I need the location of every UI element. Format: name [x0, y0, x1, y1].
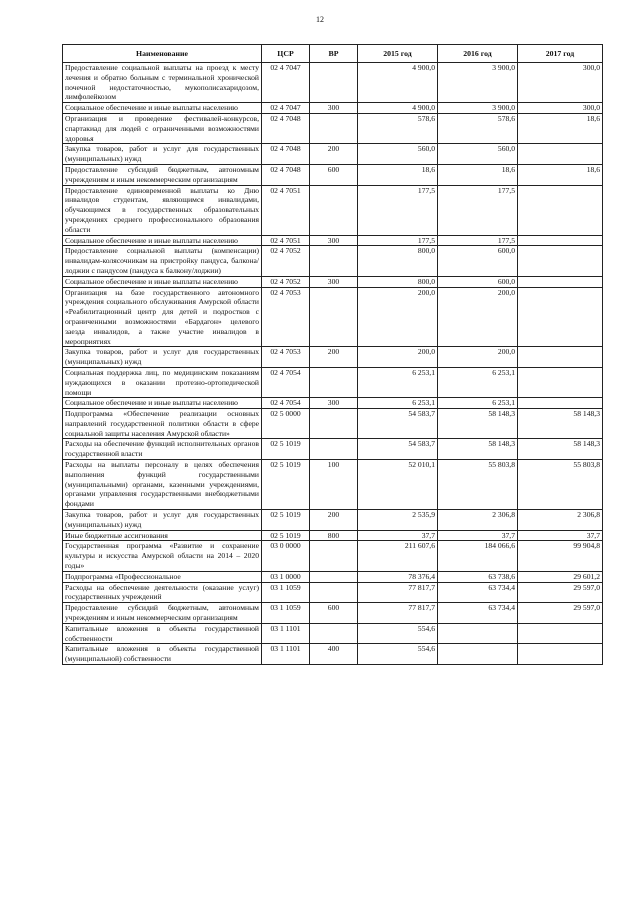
row-value-2016: 6 253,1	[438, 367, 518, 397]
row-vr	[310, 63, 358, 103]
row-value-2017: 55 803,8	[518, 460, 603, 510]
row-csr: 02 4 7048	[262, 144, 310, 165]
table-header-row	[63, 45, 603, 63]
row-value-2015: 54 583,7	[358, 439, 438, 460]
row-value-2017	[518, 246, 603, 276]
row-name: Социальное обеспечение и иные выплаты населению	[63, 398, 262, 409]
row-csr: 02 4 7051	[262, 185, 310, 235]
row-vr: 800	[310, 530, 358, 541]
row-vr	[310, 541, 358, 571]
row-value-2017: 37,7	[518, 530, 603, 541]
row-value-2015: 6 253,1	[358, 398, 438, 409]
table-row	[63, 235, 603, 246]
row-value-2016: 18,6	[438, 164, 518, 185]
header-2017: 2017 год	[518, 45, 603, 63]
row-value-2017: 58 148,3	[518, 439, 603, 460]
table-row	[63, 398, 603, 409]
row-value-2017	[518, 185, 603, 235]
row-value-2016: 200,0	[438, 347, 518, 368]
table-row	[63, 460, 603, 510]
row-name: Социальное обеспечение и иные выплаты населению	[63, 103, 262, 114]
row-csr: 02 4 7048	[262, 113, 310, 143]
table-row	[63, 185, 603, 235]
row-csr: 02 5 1019	[262, 510, 310, 531]
row-value-2016: 37,7	[438, 530, 518, 541]
row-value-2015: 554,6	[358, 623, 438, 644]
row-csr: 03 1 1101	[262, 644, 310, 665]
table-row	[63, 367, 603, 397]
row-name: Расходы на выплаты персоналу в целях обеспечения выполнения функций государственными (муниципальными) органами, казенными учреждениями, органами управления государственными внебюджетными фондами	[63, 460, 262, 510]
table-row	[63, 276, 603, 287]
header-2016: 2016 год	[438, 45, 518, 63]
table-row	[63, 287, 603, 347]
row-value-2016	[438, 644, 518, 665]
budget-table	[62, 44, 603, 665]
row-value-2015: 177,5	[358, 185, 438, 235]
row-name: Капитальные вложения в объекты государственной собственности	[63, 623, 262, 644]
row-name: Организация на базе государственного автономного учреждения социального обслуживания Амурской области «Реабилитационный центр для детей и подростков с ограниченными возможностями «Бардагон» целевого заезда инвалидов, а также участие инвалидов в мероприятиях	[63, 287, 262, 347]
row-value-2016: 200,0	[438, 287, 518, 347]
row-value-2015: 578,6	[358, 113, 438, 143]
row-vr	[310, 582, 358, 603]
row-csr: 03 1 1059	[262, 603, 310, 624]
row-vr: 600	[310, 164, 358, 185]
row-csr: 02 5 1019	[262, 530, 310, 541]
row-name: Подпрограмма «Профессиональное	[63, 571, 262, 582]
table-row	[63, 144, 603, 165]
row-csr: 02 4 7054	[262, 367, 310, 397]
row-csr: 03 1 1059	[262, 582, 310, 603]
row-value-2015: 800,0	[358, 246, 438, 276]
row-vr: 200	[310, 144, 358, 165]
row-name: Предоставление социальной выплаты (компенсации) инвалидам-колясочникам на пристройку пандуса, балкона/лоджии с пандусом (пандуса к балкону/лоджии)	[63, 246, 262, 276]
row-value-2016: 3 900,0	[438, 103, 518, 114]
row-value-2017: 29 597,0	[518, 603, 603, 624]
row-value-2016: 63 738,6	[438, 571, 518, 582]
table-row	[63, 571, 603, 582]
row-vr: 300	[310, 398, 358, 409]
row-value-2017	[518, 398, 603, 409]
row-vr	[310, 287, 358, 347]
row-vr: 200	[310, 347, 358, 368]
row-value-2017: 58 148,3	[518, 409, 603, 439]
row-name: Расходы на обеспечение деятельности (оказание услуг) государственных учреждений	[63, 582, 262, 603]
table-row	[63, 623, 603, 644]
table-row	[63, 409, 603, 439]
row-vr	[310, 185, 358, 235]
row-name: Подпрограмма «Обеспечение реализации основных направлений государственной политики области в сфере социальной защиты населения Амурской области»	[63, 409, 262, 439]
row-vr: 100	[310, 460, 358, 510]
row-value-2015: 77 817,7	[358, 603, 438, 624]
table-row	[63, 530, 603, 541]
row-csr: 02 4 7052	[262, 276, 310, 287]
table-row	[63, 113, 603, 143]
table-row	[63, 510, 603, 531]
row-value-2017	[518, 347, 603, 368]
table-row	[63, 644, 603, 665]
table-row	[63, 541, 603, 571]
row-value-2015: 200,0	[358, 287, 438, 347]
row-name: Организация и проведение фестивалей-конкурсов, спартакиад для людей с ограниченными возможностями здоровья	[63, 113, 262, 143]
row-vr	[310, 571, 358, 582]
row-name: Закупка товаров, работ и услуг для государственных (муниципальных) нужд	[63, 510, 262, 531]
row-csr: 03 1 0000	[262, 571, 310, 582]
row-value-2015: 200,0	[358, 347, 438, 368]
row-vr: 200	[310, 510, 358, 531]
row-csr: 02 5 0000	[262, 409, 310, 439]
row-value-2015: 78 376,4	[358, 571, 438, 582]
row-value-2017	[518, 235, 603, 246]
table-row	[63, 582, 603, 603]
row-value-2016: 560,0	[438, 144, 518, 165]
row-value-2016: 63 734,4	[438, 603, 518, 624]
row-value-2017	[518, 623, 603, 644]
row-value-2015: 560,0	[358, 144, 438, 165]
row-csr: 02 4 7054	[262, 398, 310, 409]
row-value-2016: 6 253,1	[438, 398, 518, 409]
row-csr: 02 5 1019	[262, 460, 310, 510]
row-name: Предоставление субсидий бюджетным, автономным учреждениям и иным некоммерческим организациям	[63, 603, 262, 624]
row-value-2016: 177,5	[438, 235, 518, 246]
row-value-2016: 578,6	[438, 113, 518, 143]
row-csr: 02 5 1019	[262, 439, 310, 460]
row-vr: 400	[310, 644, 358, 665]
row-name: Закупка товаров, работ и услуг для государственных (муниципальных) нужд	[63, 144, 262, 165]
row-csr: 02 4 7052	[262, 246, 310, 276]
row-csr: 02 4 7053	[262, 287, 310, 347]
header-vr: ВР	[310, 45, 358, 63]
row-name: Иные бюджетные ассигнования	[63, 530, 262, 541]
table-row	[63, 63, 603, 103]
header-csr: ЦСР	[262, 45, 310, 63]
row-value-2017: 29 601,2	[518, 571, 603, 582]
row-vr: 600	[310, 603, 358, 624]
row-name: Социальная поддержка лиц, по медицинским показаниям нуждающихся в оказании протезно-ортопедической помощи	[63, 367, 262, 397]
table-row	[63, 246, 603, 276]
table-row	[63, 164, 603, 185]
row-value-2016: 58 148,3	[438, 439, 518, 460]
row-value-2017: 300,0	[518, 63, 603, 103]
row-value-2016: 177,5	[438, 185, 518, 235]
row-csr: 03 1 1101	[262, 623, 310, 644]
row-value-2016	[438, 623, 518, 644]
row-vr	[310, 623, 358, 644]
table-row	[63, 347, 603, 368]
row-value-2016: 58 148,3	[438, 409, 518, 439]
row-value-2016: 184 066,6	[438, 541, 518, 571]
row-value-2017: 18,6	[518, 113, 603, 143]
header-2015: 2015 год	[358, 45, 438, 63]
row-value-2017: 99 904,8	[518, 541, 603, 571]
row-value-2015: 37,7	[358, 530, 438, 541]
row-vr	[310, 113, 358, 143]
row-name: Социальное обеспечение и иные выплаты населению	[63, 276, 262, 287]
row-name: Расходы на обеспечение функций исполнительных органов государственной власти	[63, 439, 262, 460]
row-value-2016: 55 803,8	[438, 460, 518, 510]
row-value-2017	[518, 276, 603, 287]
row-value-2016: 63 734,4	[438, 582, 518, 603]
row-csr: 03 0 0000	[262, 541, 310, 571]
row-vr: 300	[310, 235, 358, 246]
row-value-2017	[518, 367, 603, 397]
header-name: Наименование	[63, 45, 262, 63]
row-value-2016: 3 900,0	[438, 63, 518, 103]
row-value-2015: 54 583,7	[358, 409, 438, 439]
row-name: Предоставление единовременной выплаты ко Дню инвалидов студентам, являющимся инвалидами, обучающимся в государственных образовательных учреждениях среднего профессионального образования области	[63, 185, 262, 235]
row-csr: 02 4 7047	[262, 63, 310, 103]
row-value-2017: 2 306,8	[518, 510, 603, 531]
row-name: Предоставление социальной выплаты на проезд к месту лечения и обратно больным с терминальной хронической почечной недостаточностью, мукополисахаридозом, лимфолейкозом	[63, 63, 262, 103]
row-value-2015: 18,6	[358, 164, 438, 185]
row-name: Капитальные вложения в объекты государственной (муниципальной) собственности	[63, 644, 262, 665]
page-number: 12	[316, 15, 324, 24]
row-name: Социальное обеспечение и иные выплаты населению	[63, 235, 262, 246]
row-value-2015: 77 817,7	[358, 582, 438, 603]
row-value-2015: 4 900,0	[358, 63, 438, 103]
row-csr: 02 4 7051	[262, 235, 310, 246]
row-value-2017: 29 597,0	[518, 582, 603, 603]
row-vr	[310, 246, 358, 276]
row-value-2016: 600,0	[438, 246, 518, 276]
row-value-2015: 4 900,0	[358, 103, 438, 114]
row-name: Государственная программа «Развитие и сохранение культуры и искусства Амурской области на 2014 – 2020 годы»	[63, 541, 262, 571]
row-value-2015: 6 253,1	[358, 367, 438, 397]
table-body	[63, 63, 603, 665]
table-row	[63, 103, 603, 114]
row-name: Закупка товаров, работ и услуг для государственных (муниципальных) нужд	[63, 347, 262, 368]
row-csr: 02 4 7053	[262, 347, 310, 368]
row-value-2015: 554,6	[358, 644, 438, 665]
row-vr: 300	[310, 103, 358, 114]
row-value-2015: 177,5	[358, 235, 438, 246]
row-value-2015: 800,0	[358, 276, 438, 287]
row-value-2016: 600,0	[438, 276, 518, 287]
row-csr: 02 4 7047	[262, 103, 310, 114]
row-value-2017: 18,6	[518, 164, 603, 185]
row-value-2017	[518, 287, 603, 347]
row-value-2016: 2 306,8	[438, 510, 518, 531]
row-value-2015: 52 010,1	[358, 460, 438, 510]
row-value-2015: 211 607,6	[358, 541, 438, 571]
row-vr	[310, 367, 358, 397]
row-vr	[310, 409, 358, 439]
row-value-2017	[518, 644, 603, 665]
row-value-2015: 2 535,9	[358, 510, 438, 531]
row-csr: 02 4 7048	[262, 164, 310, 185]
row-value-2017	[518, 144, 603, 165]
row-vr: 300	[310, 276, 358, 287]
table-row	[63, 603, 603, 624]
row-vr	[310, 439, 358, 460]
table-row	[63, 439, 603, 460]
row-name: Предоставление субсидий бюджетным, автономным учреждениям и иным некоммерческим организациям	[63, 164, 262, 185]
row-value-2017: 300,0	[518, 103, 603, 114]
